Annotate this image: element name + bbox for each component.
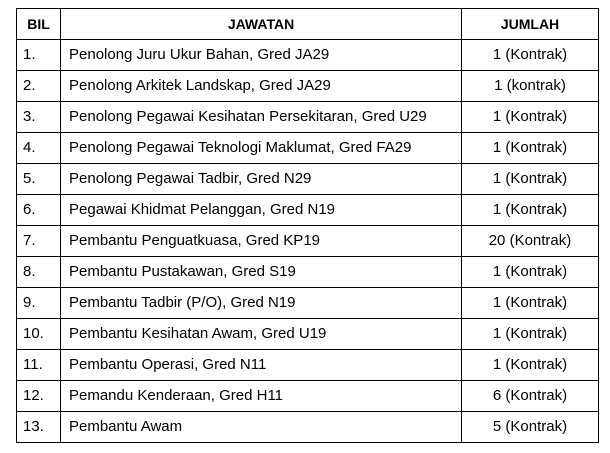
quantity-cell: 1 (Kontrak) — [462, 40, 599, 71]
position-cell: Penolong Pegawai Kesihatan Persekitaran, Gred U29 — [61, 102, 462, 133]
position-cell: Pembantu Awam — [61, 412, 462, 443]
header-jumlah: JUMLAH — [462, 9, 599, 40]
quantity-cell: 1 (Kontrak) — [462, 164, 599, 195]
position-cell: Penolong Arkitek Landskap, Gred JA29 — [61, 71, 462, 102]
position-cell: Pembantu Pustakawan, Gred S19 — [61, 257, 462, 288]
table-row — [17, 164, 599, 195]
table-row — [17, 226, 599, 257]
row-number-cell: 2. — [17, 71, 61, 102]
row-number-cell: 12. — [17, 381, 61, 412]
quantity-cell: 6 (Kontrak) — [462, 381, 599, 412]
table-row — [17, 412, 599, 443]
row-number-cell: 10. — [17, 319, 61, 350]
quantity-cell: 1 (Kontrak) — [462, 350, 599, 381]
header-jawatan: JAWATAN — [61, 9, 462, 40]
position-cell: Pemandu Kenderaan, Gred H11 — [61, 381, 462, 412]
vacancy-table — [16, 8, 599, 443]
vacancy-table-container — [16, 8, 598, 443]
table-body — [17, 40, 599, 443]
row-number-cell: 1. — [17, 40, 61, 71]
table-row — [17, 133, 599, 164]
row-number-cell: 3. — [17, 102, 61, 133]
table-row — [17, 102, 599, 133]
position-cell: Pembantu Kesihatan Awam, Gred U19 — [61, 319, 462, 350]
position-cell: Penolong Pegawai Teknologi Maklumat, Gred FA29 — [61, 133, 462, 164]
table-row — [17, 71, 599, 102]
table-row — [17, 288, 599, 319]
row-number-cell: 9. — [17, 288, 61, 319]
table-row — [17, 257, 599, 288]
table-row — [17, 350, 599, 381]
table-row — [17, 381, 599, 412]
row-number-cell: 8. — [17, 257, 61, 288]
table-row — [17, 40, 599, 71]
table-row — [17, 319, 599, 350]
position-cell: Pembantu Tadbir (P/O), Gred N19 — [61, 288, 462, 319]
row-number-cell: 5. — [17, 164, 61, 195]
row-number-cell: 6. — [17, 195, 61, 226]
table-header-row — [17, 9, 599, 40]
quantity-cell: 1 (Kontrak) — [462, 288, 599, 319]
position-cell: Penolong Juru Ukur Bahan, Gred JA29 — [61, 40, 462, 71]
quantity-cell: 20 (Kontrak) — [462, 226, 599, 257]
position-cell: Pembantu Operasi, Gred N11 — [61, 350, 462, 381]
row-number-cell: 7. — [17, 226, 61, 257]
row-number-cell: 13. — [17, 412, 61, 443]
position-cell: Pembantu Penguatkuasa, Gred KP19 — [61, 226, 462, 257]
quantity-cell: 5 (Kontrak) — [462, 412, 599, 443]
row-number-cell: 11. — [17, 350, 61, 381]
table-row — [17, 195, 599, 226]
quantity-cell: 1 (kontrak) — [462, 71, 599, 102]
quantity-cell: 1 (Kontrak) — [462, 195, 599, 226]
quantity-cell: 1 (Kontrak) — [462, 257, 599, 288]
position-cell: Penolong Pegawai Tadbir, Gred N29 — [61, 164, 462, 195]
quantity-cell: 1 (Kontrak) — [462, 102, 599, 133]
header-bil: BIL — [17, 9, 61, 40]
quantity-cell: 1 (Kontrak) — [462, 319, 599, 350]
row-number-cell: 4. — [17, 133, 61, 164]
quantity-cell: 1 (Kontrak) — [462, 133, 599, 164]
position-cell: Pegawai Khidmat Pelanggan, Gred N19 — [61, 195, 462, 226]
